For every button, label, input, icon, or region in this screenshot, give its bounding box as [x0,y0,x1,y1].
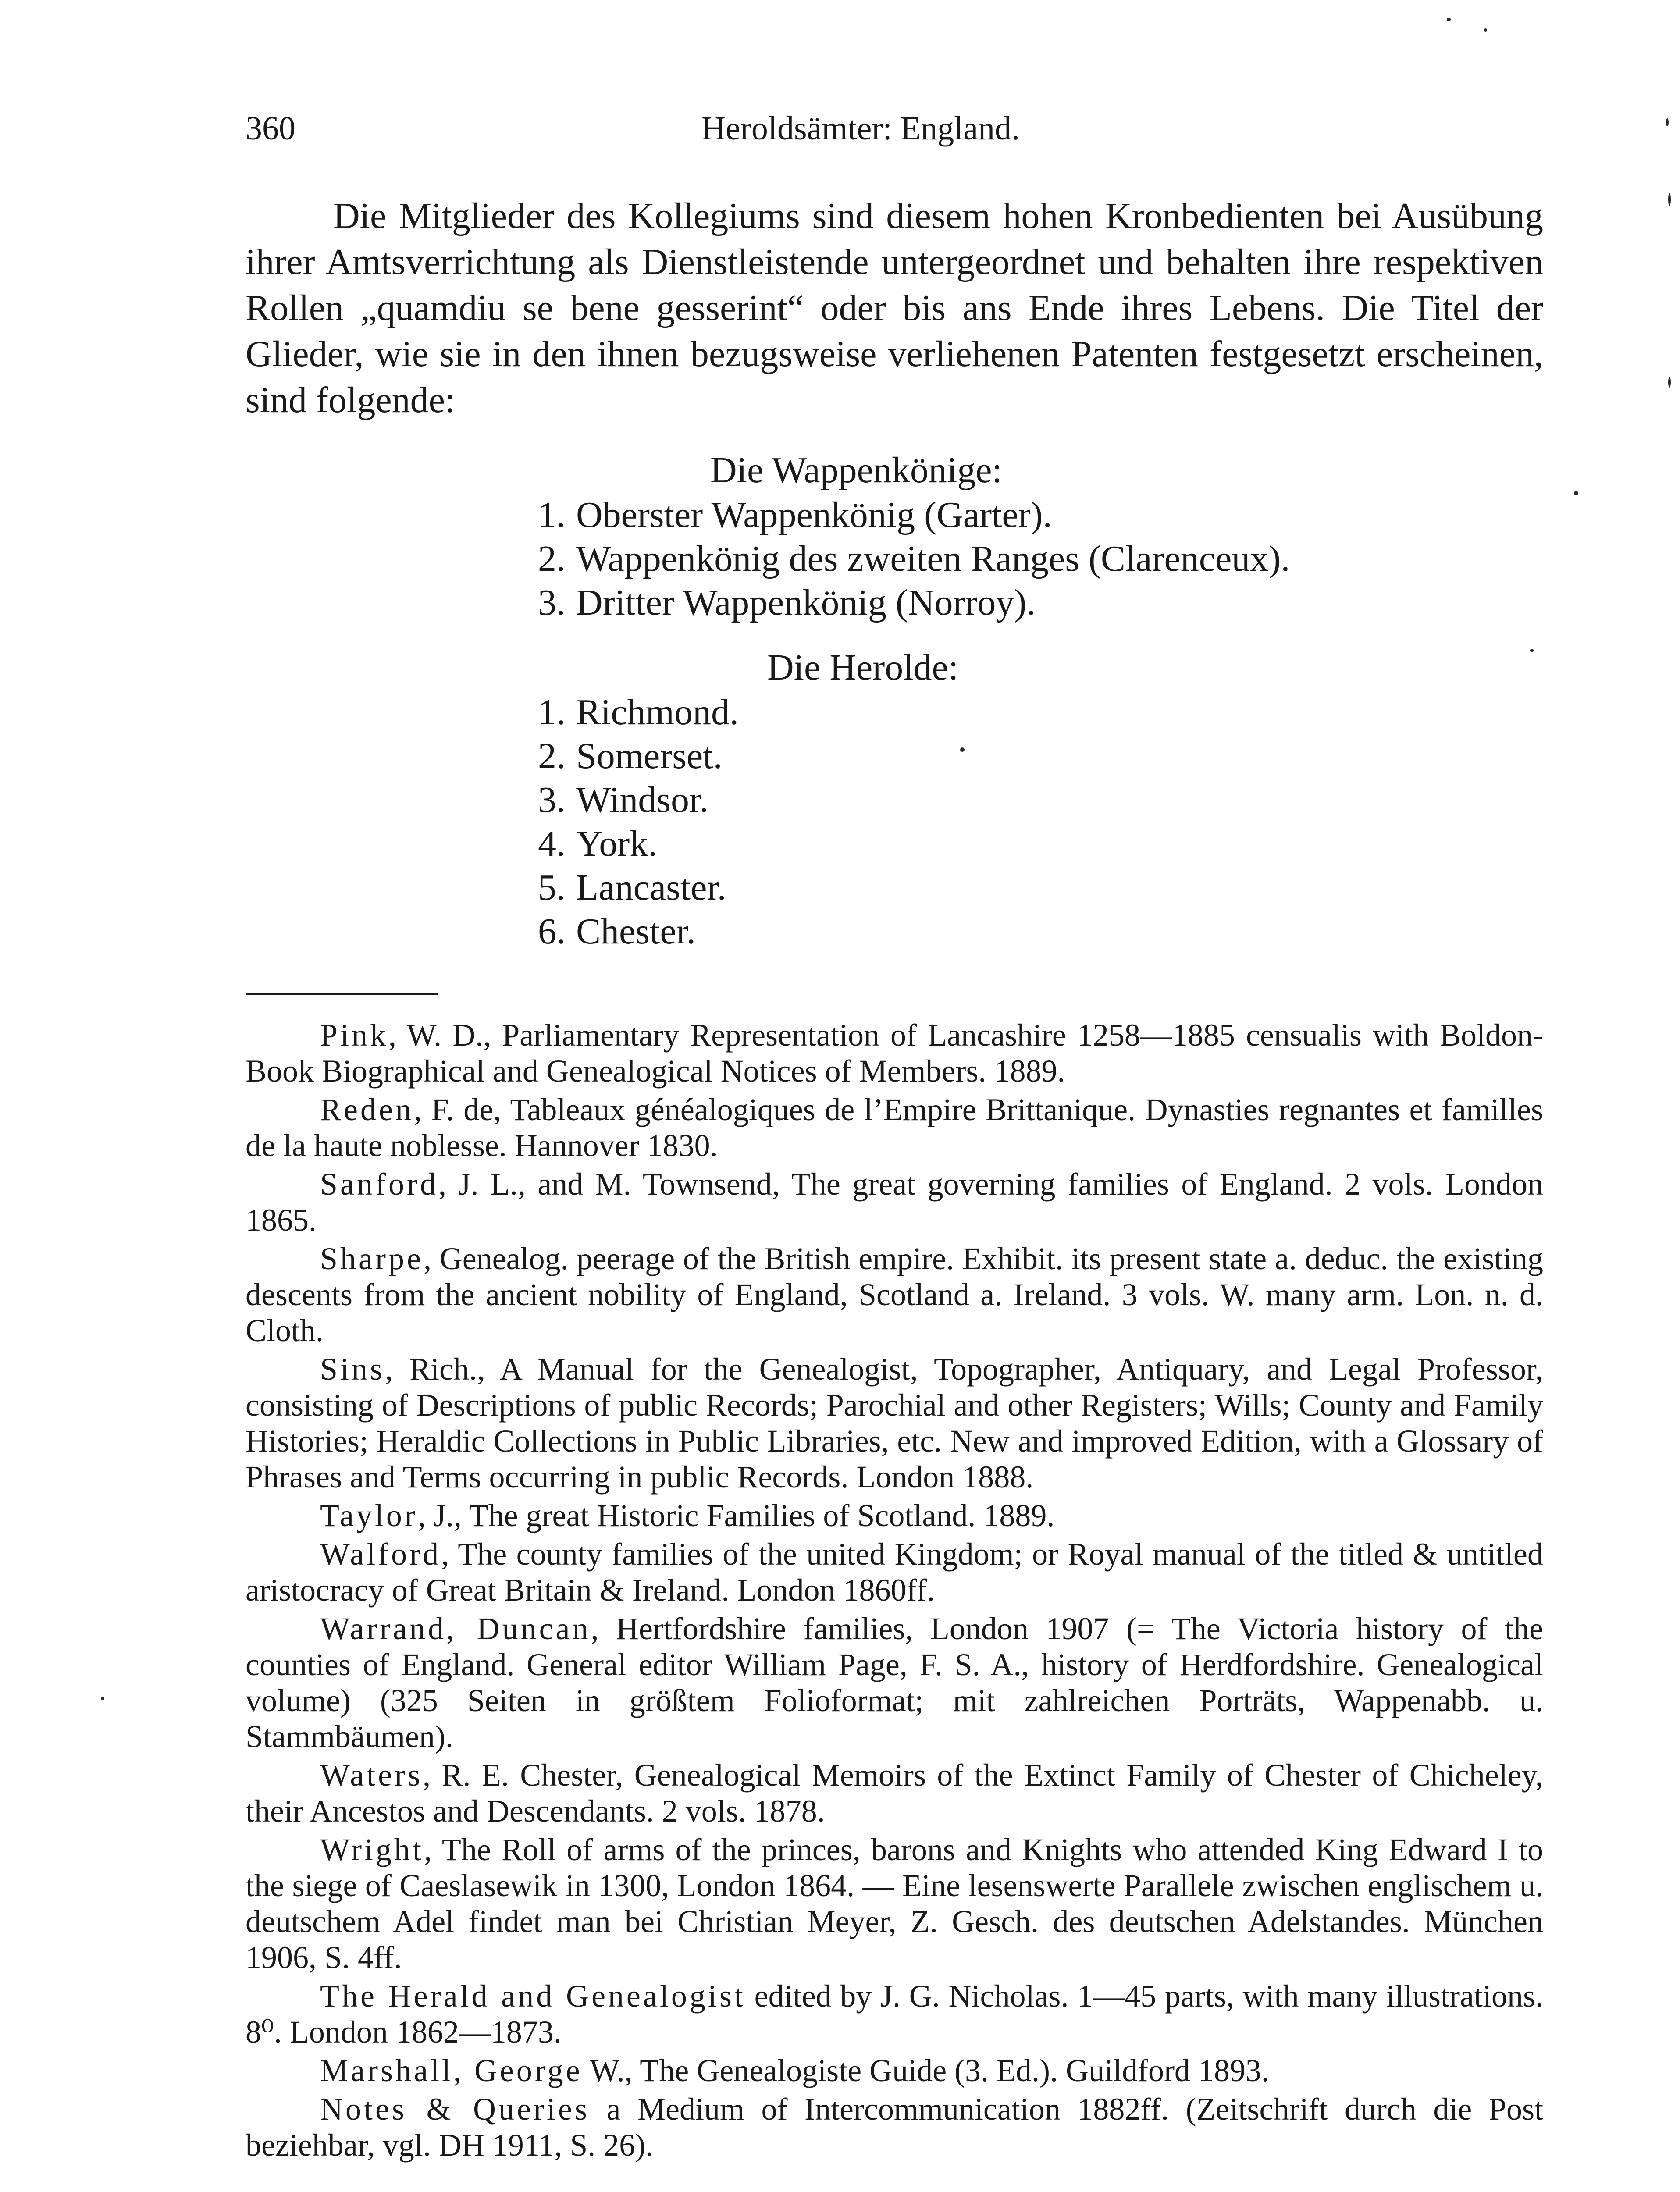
reference-entry [246,1017,1543,1089]
heralds-heading: Die Herolde: [767,647,959,688]
list-item-number: 1. [538,495,566,535]
scan-speck [1666,118,1669,126]
list-item [522,734,1543,778]
reference-author: Marshall, George [320,2053,583,2088]
reference-entry [246,1092,1543,1164]
reference-text: W., The Genealogiste Guide (3. Ed.). Guildford 1893. [582,2053,1269,2088]
scan-speck [1447,18,1451,21]
list-item-number: 1. [538,692,566,733]
reference-author: Reden [320,1092,414,1127]
reference-author: Sharpe [320,1241,424,1276]
list-item [522,493,1543,537]
reference-text: edited by J. G. Nicholas. 1—45 parts, with many illustrations. 8⁰. London 1862—1873. [246,1978,1544,2050]
reference-author: Wright [320,1832,424,1867]
list-item-text: Wappenkönig des zweiten Ranges (Clarenceux). [576,538,1290,579]
reference-text: , Hertfordshire families, London 1907 (= The Victoria history of the counties of England. General editor William Page, F. S. A., history of Herdfordshire. Genealogical volume) (325 Seiten in größtem Folioformat; mit zahlreichen Porträts, Wappenabb. u. Stammbäumen). [246,1611,1543,1754]
reference-text: a Medium of Intercommunication 1882ff. (Zeitschrift durch die Post beziehbar, vgl. DH 1911, S. 26). [246,2092,1543,2163]
reference-author: The Herald and Genealogist [320,1978,746,2014]
reference-text: , W. D., Parliamentary Representation of Lancashire 1258—1885 censualis with Boldon-Book Biographical and Genealogical Notices of Members. 1889. [246,1018,1543,1089]
scan-speck [101,1697,104,1700]
list-item-number: 3. [538,582,566,623]
reference-text: , Rich., A Manual for the Genealogist, Topographer, Antiquary, and Legal Professor, consisting of Descriptions of public Records; Parochial and other Registers; Wills; County and Family Histories; Heraldic Collections in Public Libraries, etc. New and improved Edition, with a Glossary of Phrases and Terms occurring in public Records. London 1888. [246,1352,1543,1495]
reference-author: Sins [320,1352,385,1387]
reference-author: Walford [320,1537,441,1572]
list-item-text: Dritter Wappenkönig (Norroy). [576,582,1036,623]
list-item [522,581,1543,625]
list-item-text: Richmond. [576,692,739,733]
list-item-text: Somerset. [576,736,723,776]
reference-entry [246,1351,1543,1495]
list-item [522,537,1543,581]
heralds-list [522,690,1543,954]
list-item [522,822,1543,866]
reference-author: Taylor [320,1498,418,1533]
book-page [246,101,1543,2166]
list-item-number: 3. [538,779,566,820]
reference-entry [246,1611,1543,1754]
list-item-number: 2. [538,736,566,776]
reference-entry [246,2053,1543,2089]
reference-author: Waters [320,1758,423,1793]
heralds-section [246,644,1543,954]
scan-speck [1530,649,1534,652]
reference-text: , The county families of the united Kingdom; or Royal manual of the titled & untitled aristocracy of Great Britain & Ireland. London 1860ff. [246,1537,1543,1608]
reference-text: , F. de, Tableaux généalogiques de l’Empire Brittanique. Dynasties regnantes et familles de la haute noblesse. Hannover 1830. [246,1092,1543,1163]
reference-text: , J. L., and M. Townsend, The great governing families of England. 2 vols. London 1865. [246,1167,1543,1238]
reference-author: Notes & Queries [320,2092,590,2127]
page-header [246,101,1543,149]
reference-text: , J., The great Historic Families of Scotland. 1889. [417,1498,1055,1533]
running-head: Heroldsämter: England. [701,110,1020,147]
scan-speck [1668,377,1671,388]
reference-text: , Genealog. peerage of the British empire. Exhibit. its present state a. deduc. the existing descents from the ancient nobility of England, Scotland a. Ireland. 3 vols. W. many arm. Lon. n. d. Cloth. [246,1241,1543,1348]
list-item [522,910,1543,954]
reference-text: , R. E. Chester, Genealogical Memoirs of the Extinct Family of Chester of Chicheley, their Ancestos and Descendants. 2 vols. 1878. [246,1758,1543,1829]
reference-author: Pink [320,1018,389,1053]
list-item-number: 6. [538,911,566,952]
list-item [522,778,1543,822]
page-number: 360 [246,110,295,147]
bibliography [246,1017,1543,2163]
list-item [522,690,1543,734]
list-item-number: 5. [538,867,566,908]
kings-list [522,493,1543,625]
kings-heading: Die Wappenkönige: [710,450,1002,491]
reference-entry [246,1166,1543,1238]
reference-entry [246,1757,1543,1829]
list-item-text: Chester. [576,911,696,952]
kings-section [246,447,1543,625]
list-item-number: 2. [538,538,566,579]
reference-text: , The Roll of arms of the princes, barons and Knights who attended King Edward I to the siege of Caeslasewik in 1300, London 1864. — Eine lesenswerte Parallele zwischen englischem u. deutschem Adel findet man bei Christian Meyer, Z. Gesch. des deutschen Adelstandes. München 1906, S. 4ff. [246,1832,1543,1975]
reference-entry [246,1536,1543,1608]
list-item-text: Windsor. [576,779,709,820]
reference-entry [246,1832,1543,1975]
scan-speck [1668,193,1671,206]
reference-entry [246,2091,1543,2163]
scan-speck [1574,491,1578,495]
list-item-text: Lancaster. [576,867,726,908]
reference-author: Warrand, Duncan [320,1611,591,1646]
scan-speck [960,747,965,752]
reference-entry [246,1978,1543,2050]
list-item-text: Oberster Wappenkönig (Garter). [576,495,1052,535]
footnote-rule [246,993,438,995]
list-item-text: York. [576,823,658,864]
scan-speck [1484,28,1487,32]
intro-paragraph: Die Mitglieder des Kollegiums sind diesem hohen Kronbedienten bei Ausübung ihrer Amtsverrichtung als Dienstleistende untergeordnet und behalten ihre respektiven Rollen „quamdiu se bene gesserint“ oder bis ans Ende ihres Lebens. Die Titel der Glieder, wie sie in den ihnen bezugsweise verliehenen Patenten festgesetzt erscheinen, sind folgende: [246,196,1543,420]
reference-entry [246,1241,1543,1349]
list-item-number: 4. [538,823,566,864]
reference-entry [246,1498,1543,1534]
list-item [522,866,1543,910]
reference-author: Sanford [320,1167,438,1202]
